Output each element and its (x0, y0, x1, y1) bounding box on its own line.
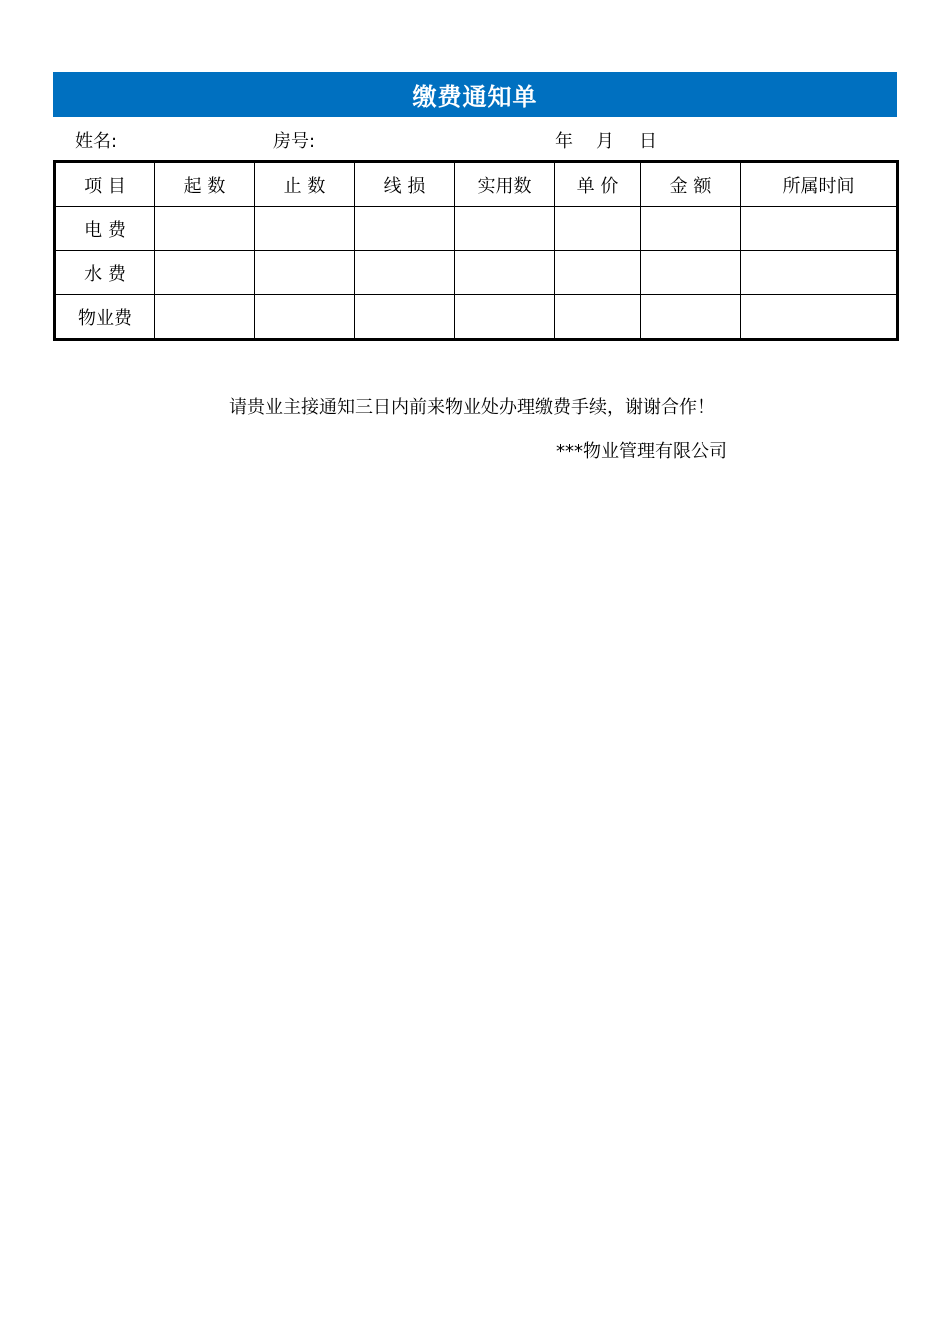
table-cell (641, 251, 741, 295)
table-cell (555, 251, 641, 295)
table-cell (155, 295, 255, 340)
column-header: 单 价 (555, 162, 641, 207)
info-row (53, 127, 897, 153)
title-banner (53, 72, 897, 117)
day-label: 日 (639, 131, 657, 152)
table-cell (741, 207, 898, 251)
column-header: 止 数 (255, 162, 355, 207)
column-header: 所属时间 (741, 162, 898, 207)
table-cell (355, 251, 455, 295)
year-label: 年 (555, 131, 573, 152)
payment-notice: 请贵业主接通知三日内前来物业处办理缴费手续，谢谢合作！ (229, 397, 715, 418)
table-cell (555, 207, 641, 251)
table-cell (641, 207, 741, 251)
column-header: 实用数 (455, 162, 555, 207)
month-label: 月 (596, 131, 614, 152)
column-header: 线 损 (355, 162, 455, 207)
room-label: 房号: (273, 131, 316, 152)
fee-table (53, 160, 899, 341)
table-cell (741, 251, 898, 295)
table-cell (255, 251, 355, 295)
table-header-row (55, 162, 898, 207)
table-cell (155, 251, 255, 295)
column-header: 金 额 (641, 162, 741, 207)
table-row (55, 295, 898, 340)
table-cell (455, 207, 555, 251)
table-cell (255, 207, 355, 251)
row-item-label: 电 费 (55, 207, 155, 251)
table-cell (555, 295, 641, 340)
document-title: 缴费通知单 (412, 83, 538, 111)
table-cell (455, 295, 555, 340)
table-row (55, 207, 898, 251)
row-item-label: 物业费 (55, 295, 155, 340)
name-label: 姓名: (75, 131, 118, 152)
table-cell (455, 251, 555, 295)
row-item-label: 水 费 (55, 251, 155, 295)
table-row (55, 251, 898, 295)
table-cell (641, 295, 741, 340)
column-header: 起 数 (155, 162, 255, 207)
table-cell (355, 295, 455, 340)
table-cell (355, 207, 455, 251)
table-cell (155, 207, 255, 251)
column-header: 项 目 (55, 162, 155, 207)
table-cell (255, 295, 355, 340)
company-signature: ***物业管理有限公司 (556, 441, 727, 462)
table-cell (741, 295, 898, 340)
